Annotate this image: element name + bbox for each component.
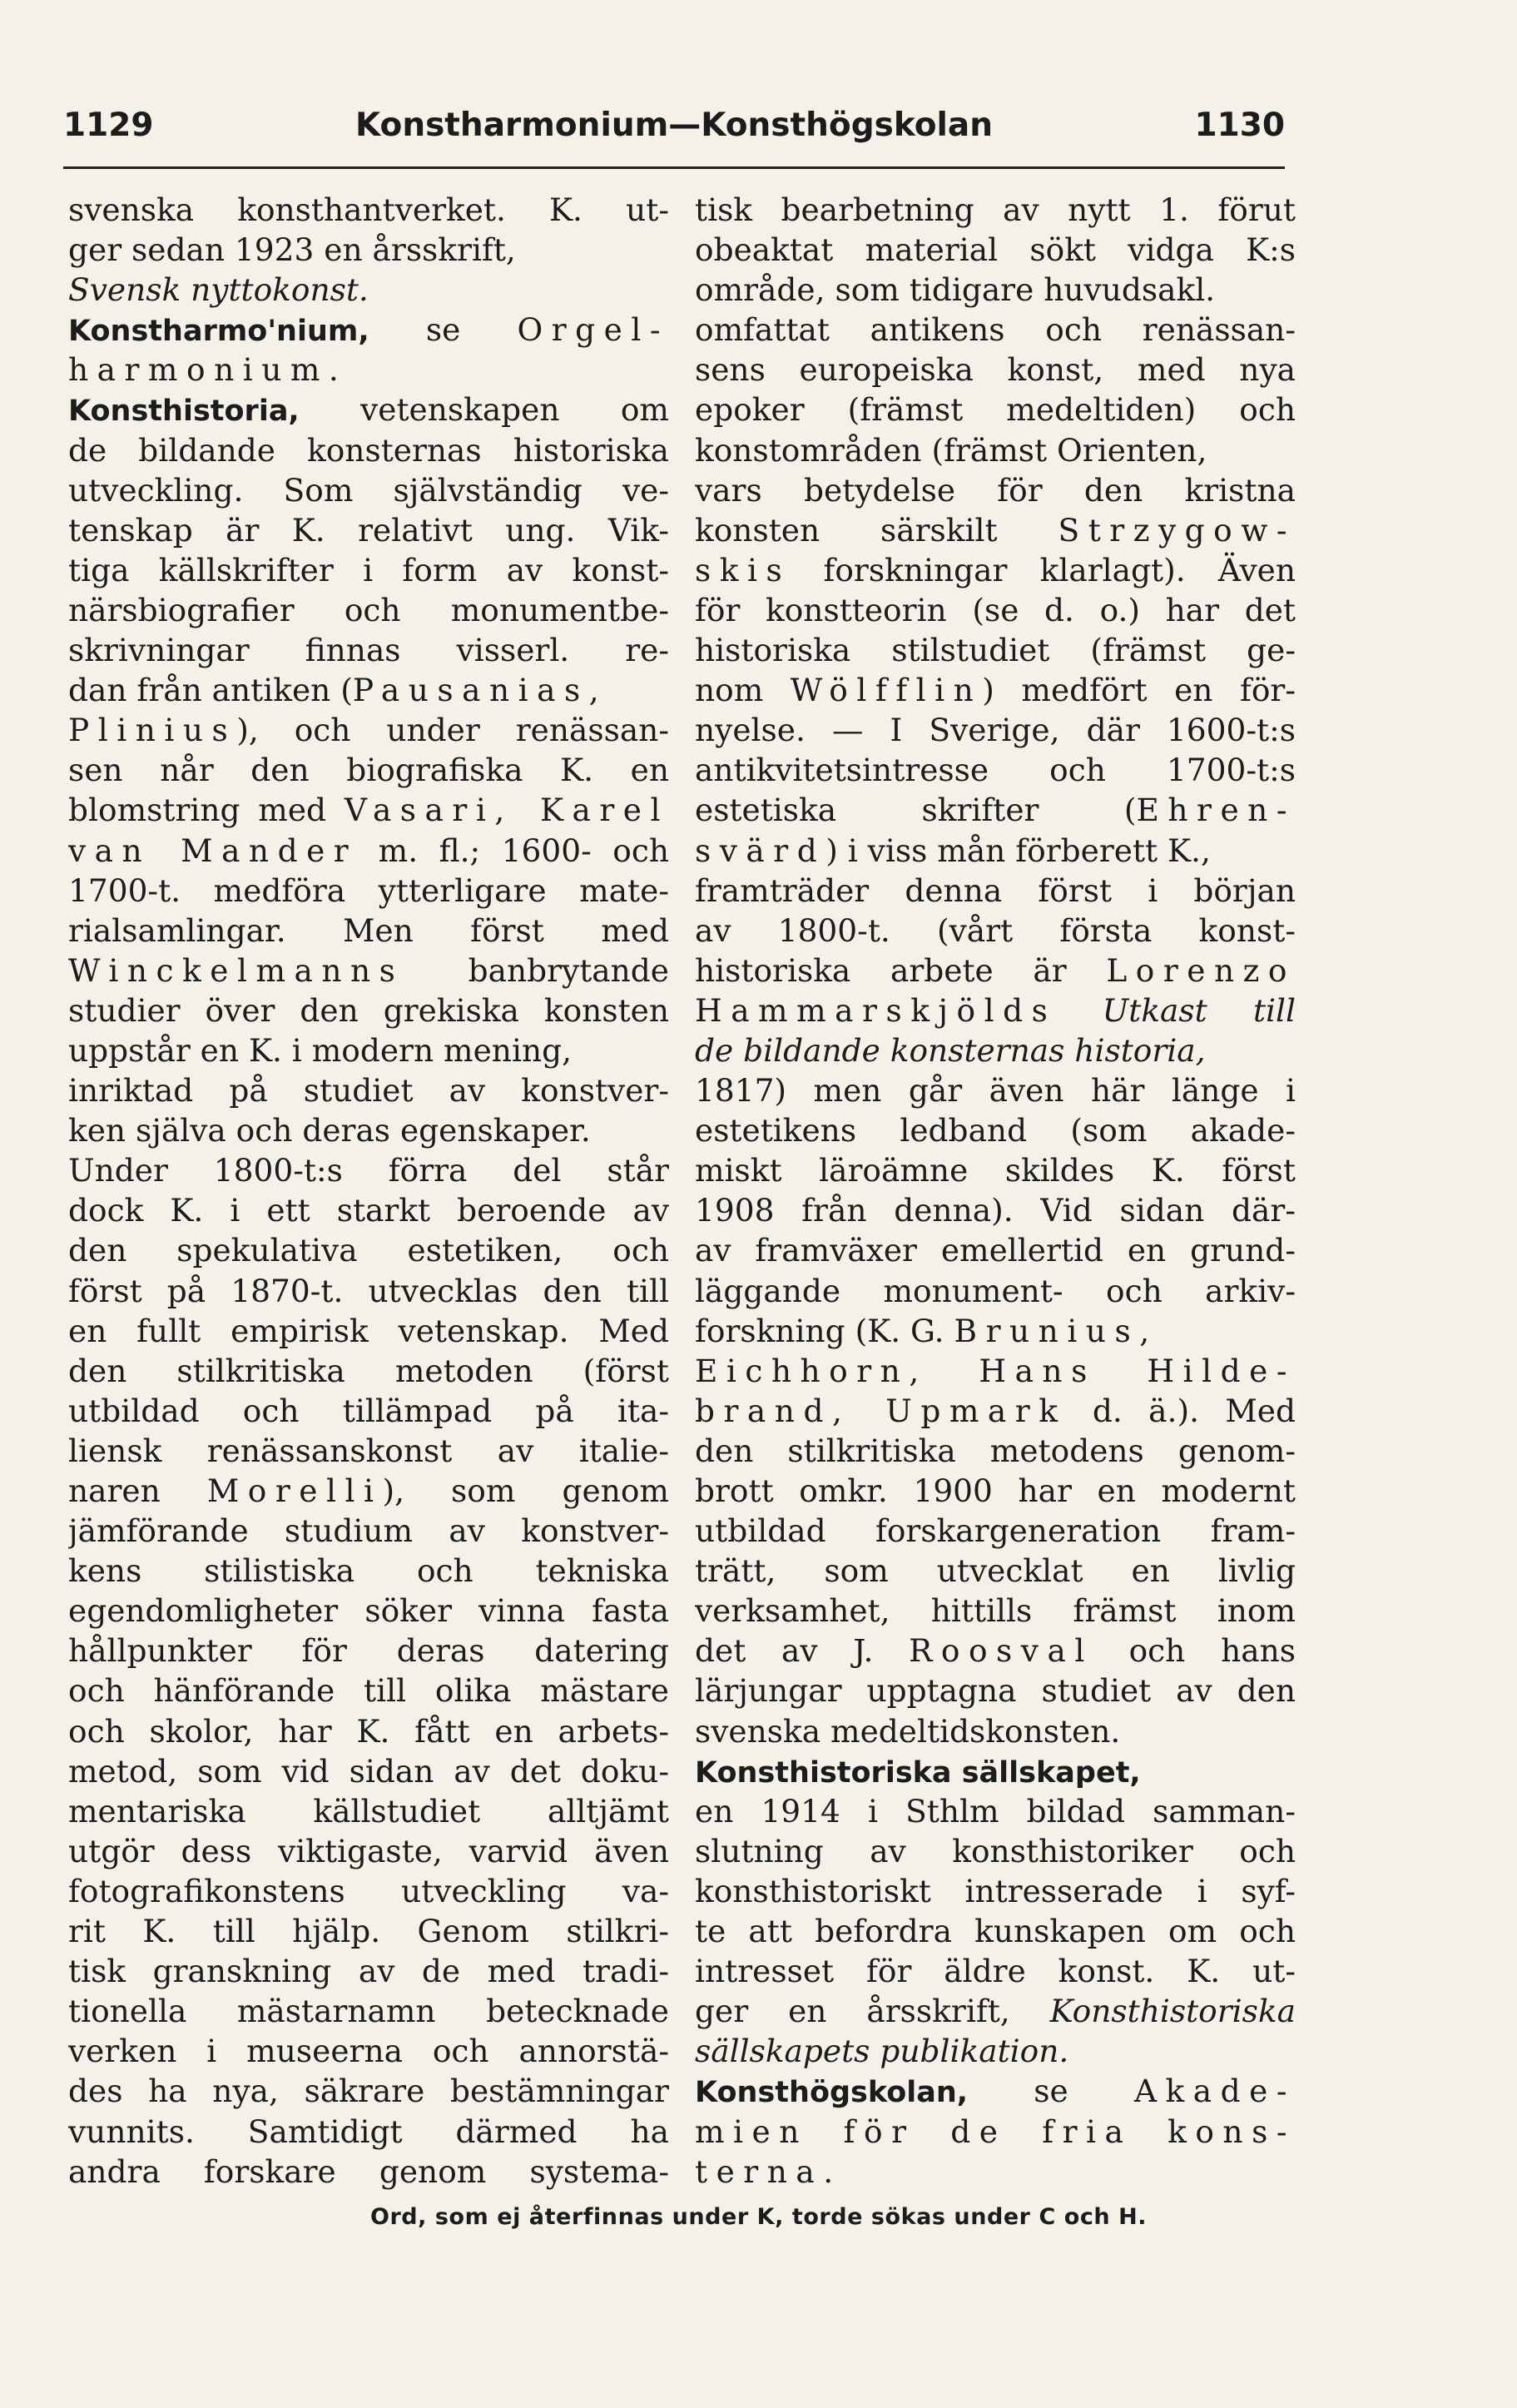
text-line [68, 1751, 669, 1791]
text-run: sens europeiska konst, med nya [695, 351, 1296, 389]
text-run: vetenskapen om [299, 391, 669, 429]
spaced-name: Pausanias, [352, 672, 608, 709]
text-run: nyelse. — I Sverige, där 1600-t:s [695, 712, 1296, 749]
text-line [68, 630, 669, 670]
spaced-name: Plinius [68, 712, 237, 749]
spaced-name: mien för de fria kons- [695, 2113, 1296, 2150]
text-run: och skolor, har K. fått en arbets- [68, 1712, 669, 1750]
page-number-right: 1130 [1194, 107, 1285, 144]
text-run: verken i museerna och annorstä- [68, 2033, 669, 2070]
text-run: dock K. i ett starkt beroende av [68, 1192, 669, 1229]
spaced-name: Ehren- [1136, 792, 1296, 829]
text-line [68, 1511, 669, 1551]
text-line [68, 991, 669, 1030]
text-line [695, 1351, 1296, 1391]
text-line [68, 390, 669, 429]
text-line [695, 1190, 1296, 1230]
text-run: nom [695, 672, 791, 709]
running-title: Konstharmonium—Konsthögskolan [354, 107, 993, 144]
text-run: ) i viss mån förberett K., [825, 832, 1211, 869]
text-line [68, 190, 669, 230]
spaced-name: Wölfflin [790, 672, 983, 709]
text-run: naren [68, 1472, 207, 1509]
spaced-name: van Mander [68, 832, 358, 869]
text-run: obeaktat material sökt vidga K:s [695, 231, 1296, 269]
text-line [68, 1991, 669, 2031]
text-run: utgör dess viktigaste, varvid även [68, 1832, 669, 1869]
spaced-name: Eichhorn, Hans Hilde- [695, 1352, 1296, 1389]
spaced-name: svärd [695, 832, 826, 869]
text-run: en 1914 i Sthlm bildad samman- [695, 1792, 1296, 1830]
text-run: studier över den grekiska konsten [68, 991, 669, 1029]
text-line [695, 350, 1296, 390]
text-run: av 1800-t. (vårt första konst- [695, 911, 1296, 949]
text-line [695, 670, 1296, 710]
text-run: av framväxer emellertid en grund- [695, 1232, 1296, 1269]
text-line [695, 1991, 1296, 2031]
text-run: ) medfört en för- [982, 672, 1296, 709]
text-line [68, 1431, 669, 1471]
text-run: det av J. [695, 1632, 910, 1670]
text-line [695, 470, 1296, 510]
text-run: liensk renässanskonst av italie- [68, 1432, 669, 1469]
italic-title: Svensk nyttokonst. [68, 271, 369, 309]
text-line [695, 1230, 1296, 1270]
text-line [695, 2031, 1296, 2071]
text-line [695, 310, 1296, 350]
text-run: tenskap är K. relativt ung. Vik- [68, 511, 669, 549]
text-run: trätt, som utvecklat en livlig [695, 1552, 1296, 1590]
text-run: konsten särskilt [695, 511, 1058, 549]
text-run: och hans [1093, 1632, 1296, 1670]
text-run: ger en årsskrift, [695, 1993, 1050, 2030]
text-line [68, 1150, 669, 1190]
entry-headword: Konsthögskolan, [695, 2076, 969, 2110]
text-run: andra forskare genom systema- [68, 2152, 669, 2190]
text-line [68, 310, 669, 350]
spaced-name: Akade- [1133, 2073, 1296, 2110]
text-line [695, 510, 1296, 550]
text-line [68, 1791, 669, 1831]
text-line [695, 630, 1296, 670]
text-run: ), och under renässan- [236, 712, 669, 749]
text-line [68, 550, 669, 590]
text-line [68, 1271, 669, 1311]
text-line [68, 2152, 669, 2192]
text-line [695, 1631, 1296, 1671]
text-run: skrivningar finnas visserl. re- [68, 632, 669, 669]
text-line [695, 1030, 1296, 1070]
text-run: och hänförande till olika mästare [68, 1672, 669, 1710]
italic-title: de bildande konsternas historia, [695, 1031, 1206, 1069]
text-run: banbrytande [404, 951, 669, 989]
text-line [695, 1070, 1296, 1110]
text-line [68, 2112, 669, 2152]
text-line [68, 590, 669, 630]
text-run: hållpunkter för deras datering [68, 1632, 669, 1670]
text-run: sen når den biografiska K. en [68, 752, 669, 789]
text-run: ger sedan 1923 en årsskrift, [68, 231, 516, 269]
text-run: tiga källskrifter i form av konst- [68, 551, 669, 588]
spaced-name: Orgel- [517, 311, 669, 349]
text-run: estetiska skrifter ( [695, 792, 1137, 829]
text-line [695, 790, 1296, 830]
text-line [695, 430, 1296, 470]
left-column [68, 190, 669, 2192]
text-line [68, 1671, 669, 1710]
text-line [68, 1311, 669, 1351]
text-run: d. ä.). Med [1066, 1392, 1296, 1429]
italic-title: Konsthistoriska [1049, 1993, 1296, 2030]
text-line [68, 270, 669, 310]
spaced-name: brand, Upmark [695, 1392, 1067, 1429]
text-line [68, 230, 669, 270]
text-run: brott omkr. 1900 har en modernt [695, 1472, 1296, 1509]
text-line [695, 2152, 1296, 2192]
text-run: fotografikonstens utveckling va- [68, 1872, 669, 1909]
text-line [695, 1551, 1296, 1591]
text-run: vunnits. Samtidigt därmed ha [68, 2113, 669, 2150]
text-run: inriktad på studiet av konstver- [68, 1072, 669, 1110]
text-run: m. fl.; 1600- och [357, 832, 669, 869]
text-run [1056, 992, 1102, 1029]
text-run: uppstår en K. i modern mening, [68, 1031, 573, 1069]
text-line [695, 871, 1296, 911]
spaced-name: Morelli [206, 1472, 383, 1509]
text-run: dan från antiken ( [68, 672, 353, 709]
text-line [68, 1070, 669, 1110]
running-header [63, 107, 1285, 165]
spaced-name: Brunius, [954, 1312, 1158, 1349]
spaced-name: Lorenzo [1106, 951, 1296, 989]
text-line [68, 430, 669, 470]
text-line [68, 790, 669, 830]
text-run: se [369, 311, 518, 349]
text-line [695, 230, 1296, 270]
text-run: läggande monument- och arkiv- [695, 1272, 1296, 1309]
text-run: mentariska källstudiet alltjämt [68, 1792, 669, 1830]
text-line [695, 190, 1296, 230]
text-line [68, 2071, 669, 2111]
entry-headword: Konsthistoria, [68, 395, 300, 429]
text-run: rialsamlingar. Men först med [68, 911, 669, 949]
text-run: historiska arbete är [695, 951, 1107, 989]
text-run: epoker (främst medeltiden) och [695, 391, 1296, 429]
text-run: miskt läroämne skildes K. först [695, 1152, 1296, 1189]
spaced-name: Roosval [909, 1632, 1093, 1670]
text-run: framträder denna först i början [695, 871, 1296, 909]
text-line [68, 1631, 669, 1671]
text-run: ken själva och deras egenskaper. [68, 1112, 591, 1149]
text-run: omfattat antikens och renässan- [695, 311, 1296, 349]
text-line [695, 1591, 1296, 1631]
text-run: slutning av konsthistoriker och [695, 1832, 1296, 1869]
text-run: den spekulativa estetiken, och [68, 1232, 669, 1269]
spaced-name: harmonium. [68, 351, 348, 389]
text-line [68, 1230, 669, 1270]
text-run: vars betydelse för den kristna [695, 471, 1296, 509]
text-line [68, 1391, 669, 1431]
text-line [68, 1711, 669, 1751]
text-line [68, 1831, 669, 1871]
spaced-name: Winckelmanns [68, 951, 404, 989]
text-line [695, 2112, 1296, 2152]
text-line [695, 1110, 1296, 1150]
text-line [695, 1150, 1296, 1190]
entry-headword: Konsthistoriska sällskapet, [695, 1755, 1141, 1790]
text-run: 1817) men går även här länge i [695, 1072, 1296, 1110]
text-line [695, 2071, 1296, 2111]
text-run: först på 1870-t. utvecklas den till [68, 1272, 669, 1309]
text-run: tisk bearbetning av nytt 1. förut [695, 191, 1296, 228]
text-line [68, 2031, 669, 2071]
text-line [68, 1591, 669, 1631]
text-line [68, 350, 669, 390]
text-line [695, 1831, 1296, 1871]
text-line [68, 1110, 669, 1150]
text-run: metod, som vid sidan av det doku- [68, 1752, 669, 1790]
text-line [68, 470, 669, 510]
text-run: utveckling. Som självständig ve- [68, 471, 669, 509]
italic-title: sällskapets publikation. [695, 2033, 1069, 2070]
text-line [695, 951, 1296, 991]
text-run: estetikens ledband (som akade- [695, 1112, 1296, 1149]
text-line [695, 1391, 1296, 1431]
text-line [68, 1030, 669, 1070]
text-run: antikvitetsintresse och 1700-t:s [695, 752, 1296, 789]
spaced-name: Hammarskjölds [695, 991, 1057, 1029]
right-column [695, 190, 1296, 2192]
text-run: blomstring med [68, 792, 345, 829]
text-run: forskningar klarlagt). Även [791, 551, 1296, 588]
text-line [695, 710, 1296, 750]
text-line [68, 1471, 669, 1511]
text-run: ), som genom [382, 1472, 669, 1509]
entry-headword: Konstharmo'nium, [68, 315, 369, 349]
text-line [695, 750, 1296, 790]
text-run: den stilkritiska metodens genom- [695, 1432, 1296, 1469]
spaced-name: Strzygow- [1058, 511, 1296, 549]
text-run: 1700-t. medföra ytterligare mate- [68, 871, 669, 909]
text-line [695, 390, 1296, 429]
text-run: närsbiografier och monumentbe- [68, 591, 669, 628]
text-line [695, 1751, 1296, 1791]
text-run: historiska stilstudiet (främst ge- [695, 632, 1296, 669]
text-run: konstområden (främst Orienten, [695, 431, 1207, 469]
text-line [68, 1551, 669, 1591]
text-line [68, 510, 669, 550]
text-run: tisk granskning av de med tradi- [68, 1953, 669, 1990]
text-run: utbildad forskargeneration fram- [695, 1512, 1296, 1550]
text-line [68, 1190, 669, 1230]
text-run: 1908 från denna). Vid sidan där- [695, 1192, 1296, 1229]
text-line [68, 1951, 669, 1991]
text-run: verksamhet, hittills främst inom [695, 1592, 1296, 1630]
text-run: de bildande konsternas historiska [68, 431, 669, 469]
text-line [695, 1951, 1296, 1991]
text-line [695, 1871, 1296, 1911]
text-line [68, 1351, 669, 1391]
text-line [695, 911, 1296, 951]
text-line [695, 1271, 1296, 1311]
footer-note: Ord, som ej återfinnas under K, torde sökas under C och H. [369, 2204, 1148, 2230]
text-line [695, 1911, 1296, 1951]
text-run: utbildad och tillämpad på ita- [68, 1392, 669, 1429]
text-line [695, 1711, 1296, 1751]
text-run: svenska konsthantverket. K. ut- [68, 191, 669, 228]
text-line [695, 1431, 1296, 1471]
text-line [695, 1471, 1296, 1511]
text-run: te att befordra kunskapen om och [695, 1913, 1296, 1950]
text-line [695, 550, 1296, 590]
text-line [695, 1791, 1296, 1831]
spaced-name: terna. [695, 2152, 842, 2190]
text-run: tionella mästarnamn betecknade [68, 1993, 669, 2030]
text-line [68, 831, 669, 871]
text-line [68, 871, 669, 911]
text-run: rit K. till hjälp. Genom stilkri- [68, 1913, 669, 1950]
text-run: konsthistoriskt intresserade i syf- [695, 1872, 1296, 1909]
text-run: lärjungar upptagna studiet av den [695, 1672, 1296, 1710]
text-line [695, 1671, 1296, 1710]
spaced-name: skis [695, 551, 791, 588]
text-line [68, 911, 669, 951]
text-line [695, 590, 1296, 630]
text-line [695, 831, 1296, 871]
page-number-left: 1129 [63, 107, 154, 144]
text-run: forskning (K. G. [695, 1312, 954, 1349]
text-run: se [968, 2073, 1134, 2110]
text-run: jämförande studium av konstver- [68, 1512, 669, 1550]
text-line [68, 1911, 669, 1951]
text-run: en fullt empirisk vetenskap. Med [68, 1312, 669, 1349]
text-run: svenska medeltidskonsten. [695, 1712, 1121, 1750]
text-line [695, 1311, 1296, 1351]
text-line [68, 1871, 669, 1911]
text-run: för konstteorin (se d. o.) har det [695, 591, 1296, 628]
text-line [68, 750, 669, 790]
text-run: des ha nya, säkrare bestämningar [68, 2073, 669, 2110]
text-run: egendomligheter söker vinna fasta [68, 1592, 669, 1630]
text-line [68, 670, 669, 710]
text-run: intresset för äldre konst. K. ut- [695, 1953, 1296, 1990]
spaced-name: Vasari, Karel [344, 792, 669, 829]
text-run: område, som tidigare huvudsakl. [695, 271, 1216, 309]
header-rule [63, 166, 1285, 169]
text-line [695, 1511, 1296, 1551]
text-run: kens stilistiska och tekniska [68, 1552, 669, 1590]
text-run: Under 1800-t:s förra del står [68, 1152, 669, 1189]
text-line [68, 951, 669, 991]
text-run: den stilkritiska metoden (först [68, 1352, 669, 1389]
italic-title: Utkast till [1102, 991, 1296, 1029]
text-line [695, 991, 1296, 1030]
text-line [68, 710, 669, 750]
text-line [695, 270, 1296, 310]
